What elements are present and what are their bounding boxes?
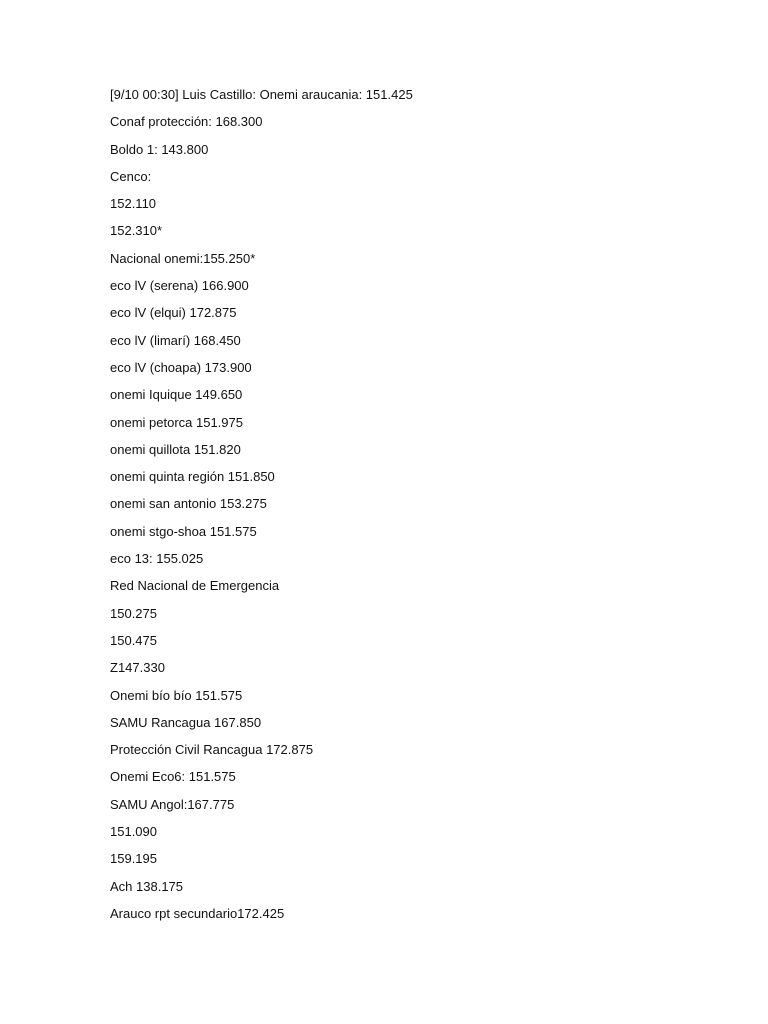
text-line: SAMU Angol:167.775 xyxy=(110,796,235,812)
text-line: Nacional onemi:155.250* xyxy=(110,250,256,266)
text-line: Z147.330 xyxy=(110,660,165,676)
text-line: onemi san antonio 153.275 xyxy=(110,496,267,512)
text-line: 150.275 xyxy=(110,605,157,621)
text-line: 152.310* xyxy=(110,223,163,239)
text-line: Conaf protección: 168.300 xyxy=(110,114,263,130)
text-line: onemi petorca 151.975 xyxy=(110,414,243,430)
text-line: eco lV (choapa) 173.900 xyxy=(110,359,252,375)
text-line: Onemi bío bío 151.575 xyxy=(110,687,243,703)
text-line: Cenco: xyxy=(110,168,152,184)
text-line: Arauco rpt secundario172.425 xyxy=(110,905,285,921)
text-line: Ach 138.175 xyxy=(110,878,184,894)
text-line: onemi stgo-shoa 151.575 xyxy=(110,523,257,539)
text-line: eco lV (serena) 166.900 xyxy=(110,278,249,294)
text-lines xyxy=(110,84,413,930)
text-line: onemi quinta región 151.850 xyxy=(110,469,275,485)
text-line: Protección Civil Rancagua 172.875 xyxy=(110,742,314,758)
text-line: 159.195 xyxy=(110,851,157,867)
text-line: [9/10 00:30] Luis Castillo: Onemi araucania: 151.425 xyxy=(110,87,413,102)
text-line: Onemi Eco6: 151.575 xyxy=(110,769,236,785)
text-line: 150.475 xyxy=(110,632,157,648)
text-line: onemi Iquique 149.650 xyxy=(110,387,243,403)
text-line: onemi quillota 151.820 xyxy=(110,441,241,457)
text-line: Boldo 1: 143.800 xyxy=(110,141,209,157)
text-line: 151.090 xyxy=(110,824,157,840)
text-line: eco lV (limarí) 168.450 xyxy=(110,332,241,348)
text-line: eco lV (elqui) 172.875 xyxy=(110,305,237,321)
text-line: 152.110 xyxy=(110,196,157,212)
text-line: Red Nacional de Emergencia xyxy=(110,578,280,594)
text-line: SAMU Rancagua 167.850 xyxy=(110,714,262,730)
text-line: eco 13: 155.025 xyxy=(110,551,204,567)
